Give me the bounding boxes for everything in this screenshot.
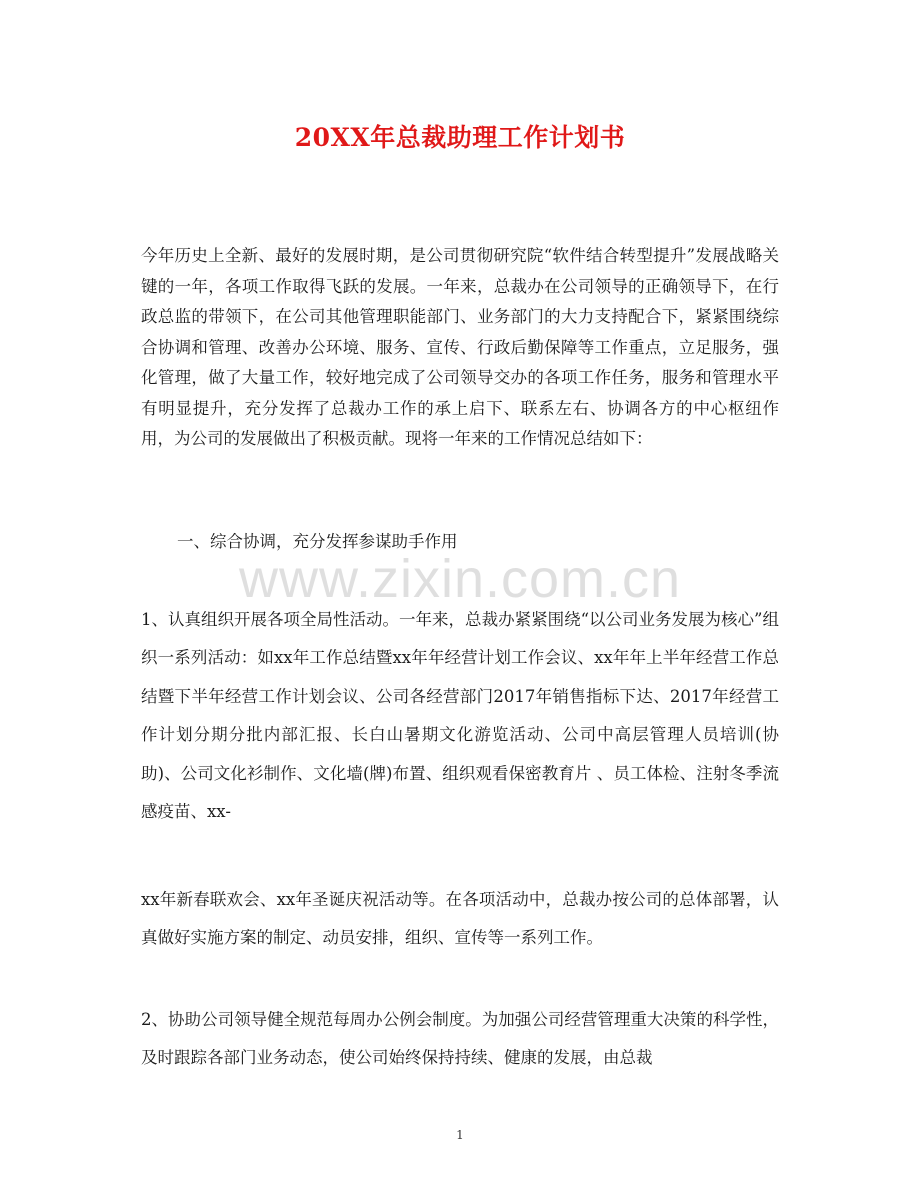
item-1-paragraph: 1、认真组织开展各项全局性活动。一年来，总裁办紧紧围绕“以公司业务发展为核心”组织一系列活动：如xx年工作总结暨xx年年经营计划工作会议、xx年年上半年经营工作总结暨下半年经营工作计划会议、公司各经营部门2017年销售指标下达、2017年经营工作计划分期分批内部汇报、长白山暑期文化游览活动、公司中高层管理人员培训(协助)、公司文化衫制作、文化墙(牌)布置、组织观看保密教育片 、员工体检、注射冬季流感疫苗、xx- (141, 610, 779, 822)
page-number: 1 (456, 1128, 464, 1142)
section-heading: 一、综合协调，充分发挥参谋助手作用 (177, 532, 458, 551)
watermark: www.zixin.com.cn (238, 549, 682, 609)
item-2-paragraph: 2、协助公司领导健全规范每周办公例会制度。为加强公司经营管理重大决策的科学性，及时跟踪各部门业务动态，使公司始终保持持续、健康的发展，由总裁 (141, 1010, 779, 1068)
document-title: 20XX年总裁助理工作计划书 (294, 123, 626, 152)
intro-paragraph: 今年历史上全新、最好的发展时期，是公司贯彻研究院“软件结合转型提升”发展战略关键的一年，各项工作取得飞跃的发展。一年来，总裁办在公司领导的正确领导下，在行政总监的带领下，在公司其他管理职能部门、业务部门的大力支持配合下，紧紧围绕综合协调和管理、改善办公环境、服务、宣传、行政后勤保障等工作重点，立足服务，强化管理，做了大量工作，较好地完成了公司领导交办的各项工作任务，服务和管理水平有明显提升，充分发挥了总裁办工作的承上启下、联系左右、协调各方的中心枢纽作用，为公司的发展做出了积极贡献。现将一年来的工作情况总结如下： (141, 246, 779, 448)
item-1-continuation: xx年新春联欢会、xx年圣诞庆祝活动等。在各项活动中，总裁办按公司的总体部署，认真做好实施方案的制定、动员安排，组织、宣传等一系列工作。 (141, 890, 779, 948)
